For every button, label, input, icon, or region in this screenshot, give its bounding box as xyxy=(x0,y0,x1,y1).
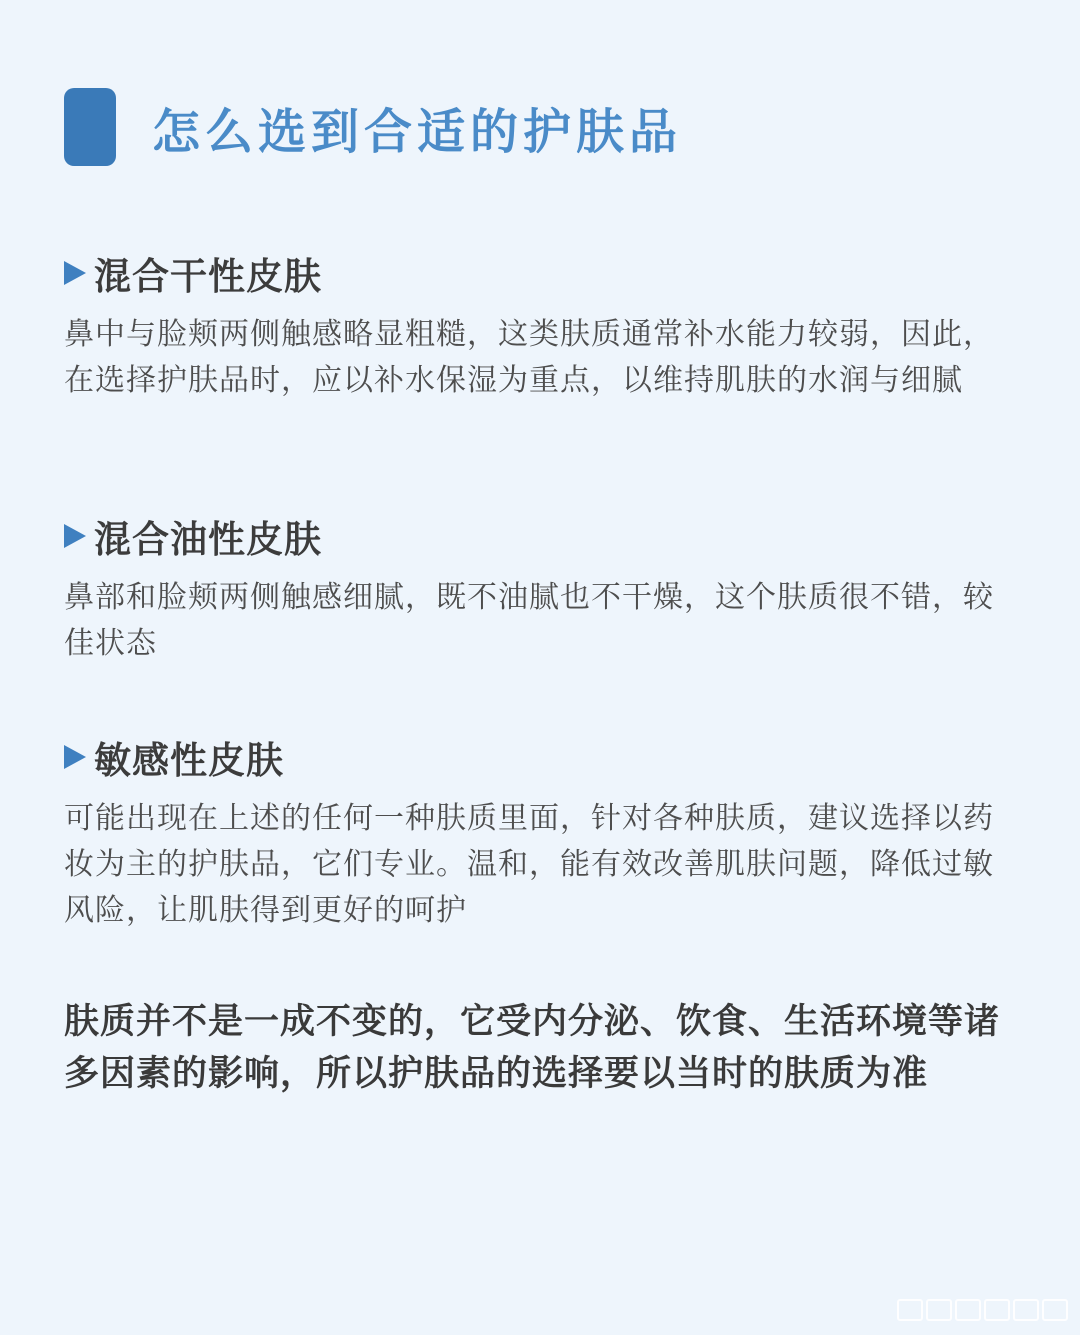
triangle-bullet-icon xyxy=(64,745,86,769)
section-sensitive xyxy=(64,732,1024,934)
page-title: 怎么选到合适的护肤品 xyxy=(152,103,683,160)
section-oily-combination xyxy=(64,511,1024,667)
section-body: 可能出现在上述的任何一种肤质里面，针对各种肤质，建议选择以药妆为主的护肤品，它们专业。温和，能有效改善肌肤问题，降低过敏风险，让肌肤得到更好的呵护 xyxy=(64,801,994,928)
section-dry-combination xyxy=(64,248,1024,404)
section-body: 鼻部和脸颊两侧触感细腻，既不油腻也不干燥，这个肤质很不错，较佳状态 xyxy=(64,580,994,661)
section-heading-row xyxy=(64,248,1024,298)
watermark-logo xyxy=(897,1299,1068,1321)
section-heading-row xyxy=(64,732,1024,782)
section-heading: 混合干性皮肤 xyxy=(94,255,322,298)
section-heading-row xyxy=(64,511,1024,561)
title-accent-bar xyxy=(64,88,116,166)
summary-paragraph: 肤质并不是一成不变的，它受内分泌、饮食、生活环境等诸多因素的影响，所以护肤品的选择要以当时的肤质为准 xyxy=(64,1002,1001,1094)
section-body: 鼻中与脸颊两侧触感略显粗糙，这类肤质通常补水能力较弱，因此，在选择护肤品时，应以补水保湿为重点，以维持肌肤的水润与细腻 xyxy=(64,317,994,398)
section-heading: 混合油性皮肤 xyxy=(94,518,322,561)
title-block xyxy=(64,88,682,166)
triangle-bullet-icon xyxy=(64,524,86,548)
section-heading: 敏感性皮肤 xyxy=(94,739,284,782)
triangle-bullet-icon xyxy=(64,261,86,285)
